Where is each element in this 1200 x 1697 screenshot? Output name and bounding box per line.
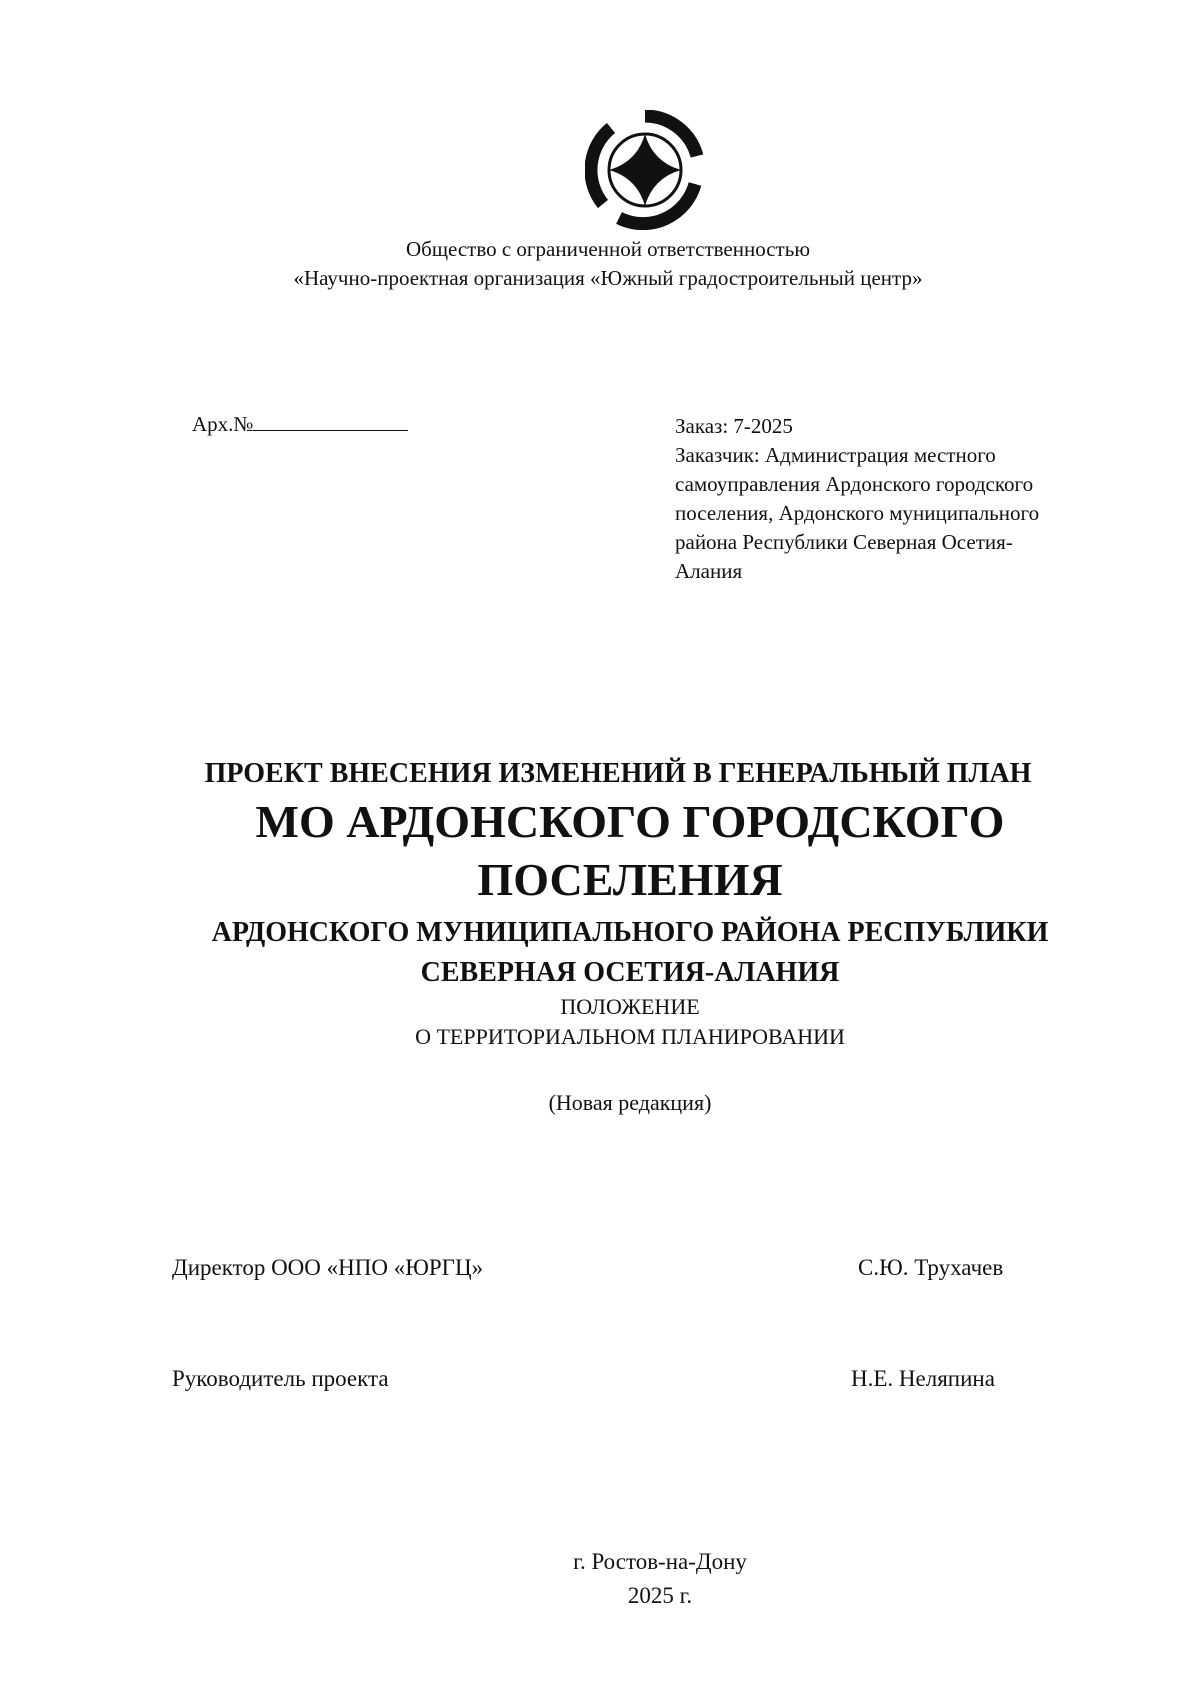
archive-number-blank	[253, 412, 408, 431]
archive-number-field	[192, 412, 408, 437]
document-title-line-4: АРДОНСКОГО МУНИЦИПАЛЬНОГО РАЙОНА РЕСПУБЛИКИ	[211, 917, 1049, 948]
organization-line-1: Общество с ограниченной ответственностью	[405, 237, 811, 261]
footer-place-date	[0, 1545, 1200, 1613]
company-logo-icon	[585, 110, 705, 230]
document-title-line-5: СЕВЕРНАЯ ОСЕТИЯ-АЛАНИЯ	[420, 957, 840, 988]
customer-line: Заказчик: Администрация местного	[675, 443, 996, 467]
document-title-line-3: ПОСЕЛЕНИЯ	[477, 854, 783, 905]
signature-role-project-lead: Руководитель проекта	[172, 1366, 389, 1391]
signature-role-director: Директор ООО «НПО «ЮРГЦ»	[172, 1255, 484, 1280]
document-title-main	[0, 793, 1200, 909]
document-subtitle	[0, 992, 1200, 1052]
customer-line: Алания	[675, 559, 743, 583]
archive-label: Арх.№	[192, 412, 254, 436]
customer-line: поселения, Ардонского муниципального	[675, 501, 1040, 525]
document-title-region	[0, 913, 1200, 993]
order-number: Заказ: 7-2025	[675, 414, 793, 438]
signature-name-project-lead: Н.Е. Неляпина	[851, 1366, 995, 1391]
subtitle-line-2: О ТЕРРИТОРИАЛЬНОМ ПЛАНИРОВАНИИ	[415, 1024, 845, 1049]
customer-line: самоуправления Ардонского городского	[675, 472, 1034, 496]
footer-year: 2025 г.	[627, 1583, 693, 1608]
signature-name-director: С.Ю. Трухачев	[858, 1255, 1004, 1280]
subtitle-line-1: ПОЛОЖЕНИЕ	[560, 994, 700, 1019]
customer-line: района Республики Северная Осетия-	[675, 530, 1013, 554]
document-title-line-1: ПРОЕКТ ВНЕСЕНИЯ ИЗМЕНЕНИЙ В ГЕНЕРАЛЬНЫЙ ПЛАН	[204, 758, 1032, 789]
footer-city: г. Ростов-на-Дону	[573, 1549, 747, 1574]
document-title-line-2: МО АРДОНСКОГО ГОРОДСКОГО	[255, 796, 1005, 847]
edition-note: (Новая редакция)	[548, 1090, 712, 1115]
organization-line-2: «Научно-проектная организация «Южный градостроительный центр»	[293, 266, 923, 290]
order-info	[675, 412, 1115, 586]
